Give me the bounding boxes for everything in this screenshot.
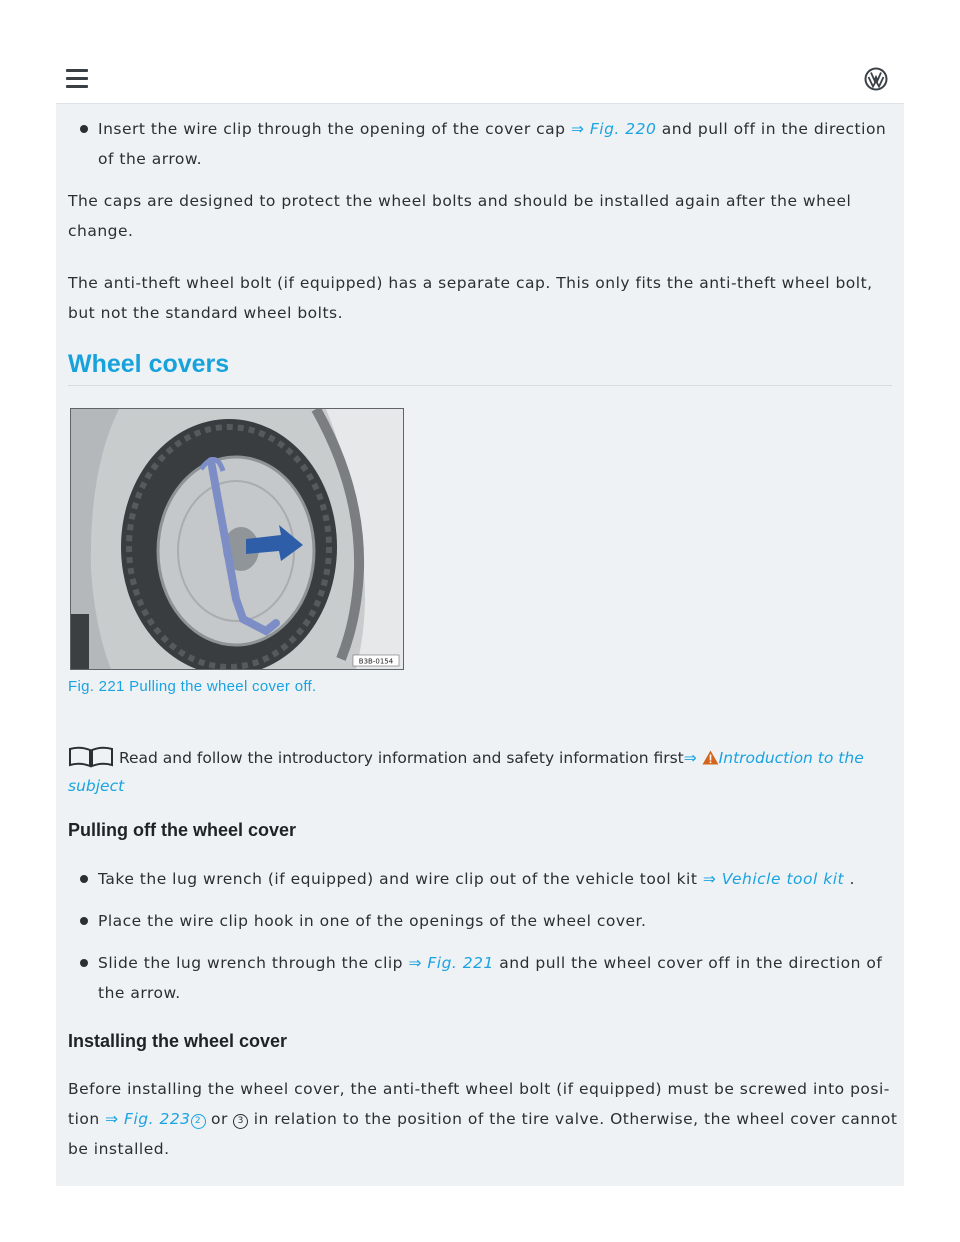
list-item	[80, 864, 890, 894]
paragraph-anti-theft: The anti-theft wheel bolt (if equipped) has a separate cap. This only fits the anti-theft wheel bolt, but not the standard wheel bolts.	[68, 274, 873, 322]
install-text-end: in relation to the position of the tire valve. Otherwise, the wheel cover cannot be installed.	[68, 1110, 898, 1158]
bullet-text: Place the wire clip hook in one of the openings of the wheel cover.	[98, 912, 647, 930]
fig-221-link[interactable]: ⇒ Fig. 221	[408, 954, 494, 972]
vw-logo-icon[interactable]	[864, 67, 888, 91]
install-text: Before installing the wheel cover, the anti-theft wheel bolt (if equipped) must be screwed into posi-tion	[68, 1080, 890, 1128]
list-item	[80, 948, 890, 1008]
paragraph-installing	[68, 1074, 898, 1164]
paragraph-caps: The caps are designed to protect the wheel bolts and should be installed again after the wheel change.	[68, 192, 852, 240]
bullet-dot	[80, 959, 88, 967]
bullet-text-end: .	[844, 870, 855, 888]
bullet-text-end: and pull off in the direction of the arrow.	[98, 120, 887, 168]
manual-content-panel	[56, 103, 904, 1186]
position-marker: 2	[191, 1114, 206, 1129]
introduction-link[interactable]: Introduction to the subject	[68, 749, 864, 795]
figure-221-image	[70, 408, 404, 670]
vehicle-tool-kit-link[interactable]: ⇒ Vehicle tool kit	[702, 870, 845, 888]
list-item	[80, 114, 890, 174]
pulling-heading: Pulling off the wheel cover	[68, 820, 297, 840]
book-icon	[68, 746, 114, 768]
bullet-text-end: and pull the wheel cover off in the direction of the arrow.	[98, 954, 883, 1002]
bullet-text: Take the lug wrench (if equipped) and wire clip out of the vehicle tool kit	[98, 870, 703, 888]
intro-text: Read and follow the introductory information and safety information first	[118, 749, 684, 767]
figure-caption: Fig. 221 Pulling the wheel cover off.	[68, 678, 317, 695]
intro-notice	[68, 744, 892, 800]
figure-code: B3B-0154	[358, 657, 394, 666]
bullet-dot	[80, 875, 88, 883]
bullet-text: Insert the wire clip through the opening of the cover cap	[98, 120, 571, 138]
top-navigation-bar	[56, 55, 904, 103]
list-item	[80, 906, 890, 936]
bullet-dot	[80, 917, 88, 925]
position-marker: 3	[233, 1114, 248, 1129]
bullet-dot	[80, 125, 88, 133]
install-text-mid: or	[205, 1110, 234, 1128]
warning-icon	[702, 750, 719, 765]
menu-icon[interactable]	[66, 69, 88, 89]
fig-223-link[interactable]: ⇒ Fig. 223	[105, 1110, 191, 1128]
installing-heading: Installing the wheel cover	[68, 1031, 288, 1051]
intro-arrow[interactable]: ⇒	[683, 749, 697, 767]
fig-220-link[interactable]: ⇒ Fig. 220	[570, 120, 657, 138]
bullet-text: Slide the lug wrench through the clip	[98, 954, 409, 972]
section-title: Wheel covers	[68, 350, 892, 386]
